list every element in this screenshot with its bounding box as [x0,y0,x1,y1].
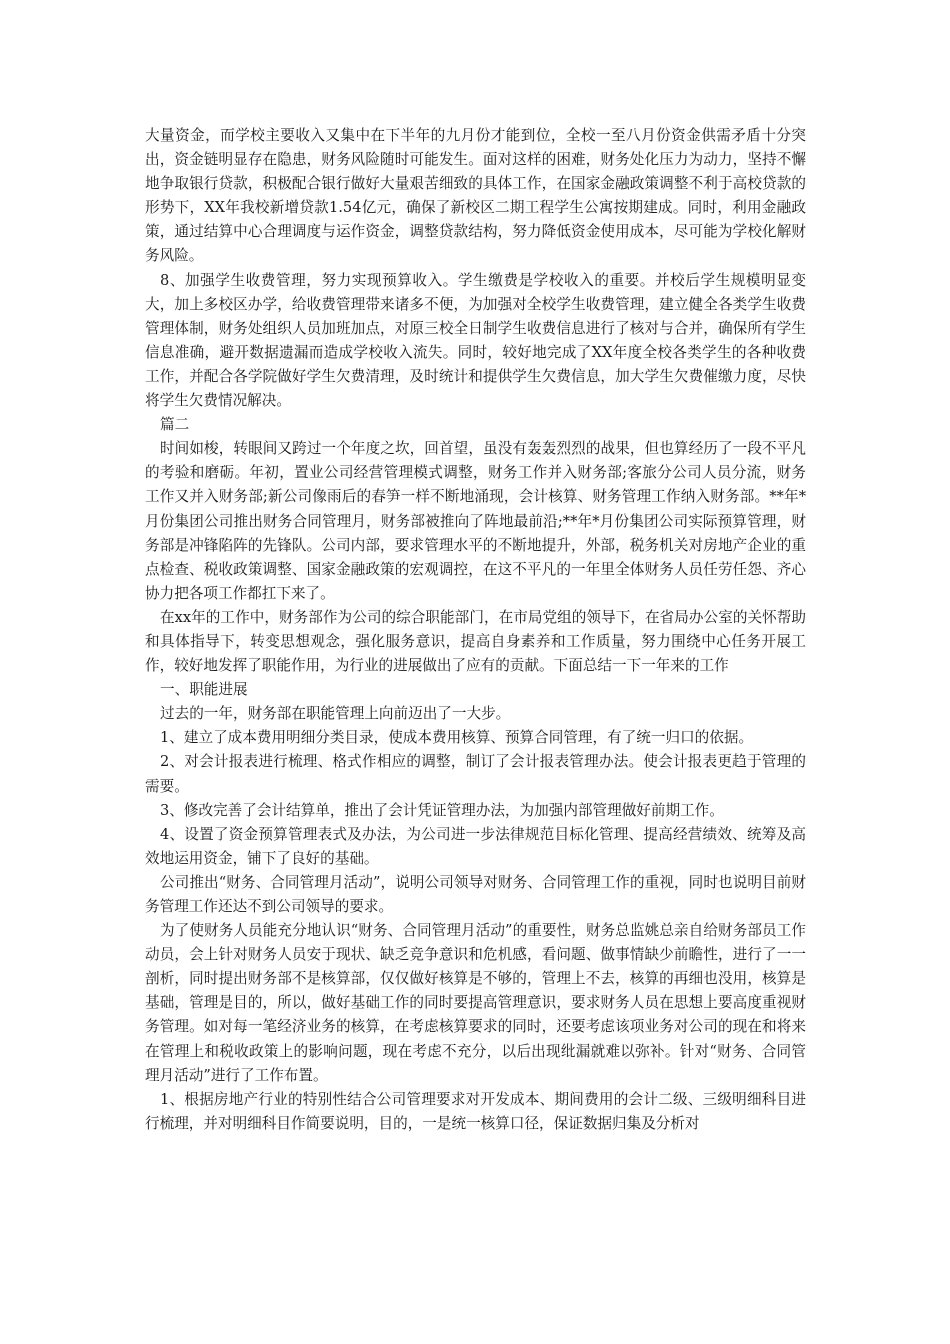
section-heading-part-two: 篇二 [160,416,190,434]
list-item-3: 3、修改完善了会计结算单，推出了会计凭证管理办法，为加强内部管理做好前期工作。 [160,801,724,819]
paragraph-work-summary: 在xx年的工作中，财务部作为公司的综合职能部门，在市局党组的领导下，在省局办公室的关怀帮助和具体指导下，转变思想观念，强化服务意识，提高自身素养和工作质量，努力围绕中心任务开展工作，较好地发挥了职能作用，为行业的进展做出了应有的贡献。下面总结一下一年来的工作 [145,608,806,675]
paragraph-past-year: 过去的一年，财务部在职能管理上向前迈出了一大步。 [160,705,511,723]
paragraph-student-fees: 8、加强学生收费管理，努力实现预算收入。学生缴费是学校收入的重要。并校后学生规模明显变大，加上多校区办学，给收费管理带来诸多不便，为加强对全校学生收费管理，建立健全各类学生收费管理体制，财务处组织人员加班加点，对原三校全日制学生收费信息进行了核对与合并，确保所有学生信息准确，避开数据遗漏而造成学校收入流失。同时，较好地完成了XX年度全校各类学生的各种收费工作，并配合各学院做好学生欠费清理，及时统计和提供学生欠费信息，加大学生欠费催缴力度，尽快将学生欠费情况解决。 [145,271,806,410]
list-item-accounts: 1、根据房地产行业的特别性结合公司管理要求对开发成本、期间费用的会计二级、三级明细科目进行梳理，并对明细科目作简要说明，目的，一是统一核算口径，保证数据归集及分析对 [145,1090,806,1132]
list-item-2: 2、对会计报表进行梳理、格式作相应的调整，制订了会计报表管理办法。使会计报表更趋于管理的需要。 [145,753,806,795]
paragraph-management-month: 公司推出“财务、合同管理月活动”，说明公司领导对财务、合同管理工作的重视，同时也说明目前财务管理工作还达不到公司领导的要求。 [145,873,806,915]
list-item-1: 1、建立了成本费用明细分类目录，使成本费用核算、预算合同管理，有了统一归口的依据。 [160,729,754,747]
document-page [145,124,806,1136]
paragraph-mobilization: 为了使财务人员能充分地认识“财务、合同管理月活动”的重要性，财务总监姚总亲自给财务部员工作动员，会上针对财务人员安于现状、缺乏竞争意识和危机感，看问题、做事情缺少前瞻性，进行了一一剖析，同时提出财务部不是核算部，仅仅做好核算是不够的，管理上不去，核算的再细也没用，核算是基础，管理是目的，所以，做好基础工作的同时要提高管理意识，要求财务人员在思想上要高度重视财务管理。如对每一笔经济业务的核算，在考虑核算要求的同时，还要考虑该项业务对公司的现在和将来在管理上和税收政策上的影响问题，现在考虑不充分，以后出现纰漏就难以弥补。针对“财务、合同管理月活动”进行了工作布置。 [145,922,806,1084]
paragraph-funding: 大量资金，而学校主要收入又集中在下半年的九月份才能到位，全校一至八月份资金供需矛盾十分突出，资金链明显存在隐患，财务风险随时可能发生。面对这样的困难，财务处化压力为动力，坚持不懈地争取银行贷款，积极配合银行做好大量艰苦细致的具体工作，在国家金融政策调整不利于高校贷款的形势下，XX年我校新增贷款1.54亿元，确保了新校区二期工程学生公寓按期建成。同时，利用金融政策，通过结算中心合理调度与运作资金，调整贷款结构，努力降低资金使用成本，尽可能为学校化解财务风险。 [145,127,806,265]
list-item-4: 4、设置了资金预算管理表式及办法，为公司进一步法律规范目标化管理、提高经营绩效、统筹及高效地运用资金，铺下了良好的基础。 [145,825,806,867]
paragraph-year-review: 时间如梭，转眼间又跨过一个年度之坎，回首望，虽没有轰轰烈烈的战果，但也算经历了一段不平凡的考验和磨砺。年初，置业公司经营管理模式调整，财务工作并入财务部;客旅分公司人员分流，财务工作又并入财务部;新公司像雨后的春笋一样不断地涌现，会计核算、财务管理工作纳入财务部。**年*月份集团公司推出财务合同管理月，财务部被推向了阵地最前沿;**年*月份集团公司实际预算管理，财务部是冲锋陷阵的先锋队。公司内部，要求管理水平的不断地提升，外部，税务机关对房地产企业的重点检查、税收政策调整、国家金融政策的宏观调控，在这不平凡的一年里全体财务人员任劳任怨、齐心协力把各项工作都扛下来了。 [145,440,806,602]
section-heading-function: 一、职能进展 [160,681,248,699]
